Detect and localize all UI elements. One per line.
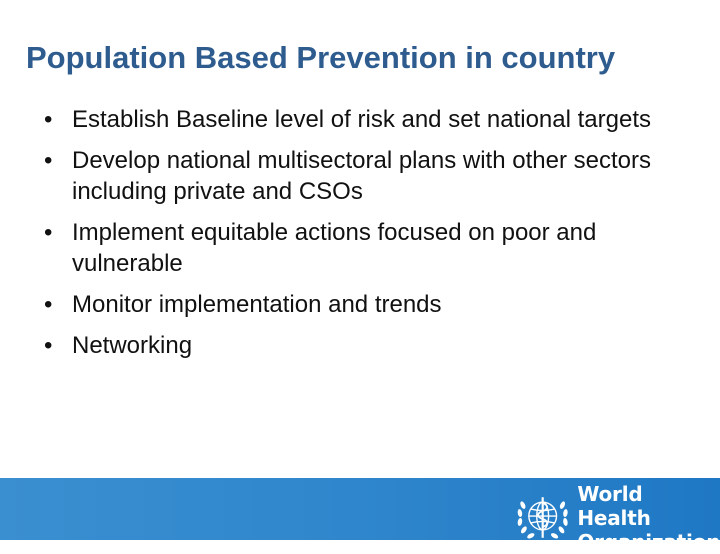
bullet-text: Establish Baseline level of risk and set national targets: [72, 106, 651, 133]
bullet-item: [44, 217, 684, 279]
slide-title: Population Based Prevention in country: [26, 40, 616, 75]
who-emblem-icon: [514, 491, 571, 545]
bullet-text: Develop national multisectoral plans with other sectors including private and CSOs: [72, 147, 651, 205]
org-name-line1: World Health: [577, 482, 651, 530]
org-name: [577, 482, 720, 554]
bullet-text: Monitor implementation and trends: [72, 291, 442, 318]
bullet-marker: •: [44, 219, 53, 246]
bullet-text: Networking: [72, 332, 193, 359]
bullet-item: [44, 330, 684, 361]
org-name-line2: Organization: [577, 530, 720, 554]
bullet-marker: •: [44, 106, 53, 133]
bullet-item: [44, 145, 684, 207]
bullet-item: [44, 289, 684, 320]
bullet-list: [44, 104, 684, 371]
bullet-text: Implement equitable actions focused on poor and vulnerable: [72, 219, 597, 277]
bullet-marker: •: [44, 332, 53, 359]
bullet-marker: •: [44, 291, 53, 318]
who-logo: [514, 482, 720, 554]
bullet-marker: •: [44, 147, 53, 174]
bullet-item: [44, 104, 684, 135]
